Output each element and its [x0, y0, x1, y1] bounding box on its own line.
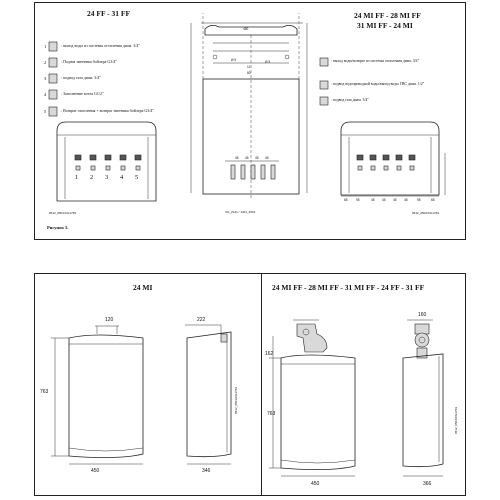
right-dim-4: 45 [382, 198, 386, 202]
boiler-port-label-5: 5 [135, 174, 139, 181]
right-boiler-front-view [341, 122, 445, 196]
center-dim-hole-2: Ø 5 [265, 60, 271, 64]
left-dim-top: 120 [105, 317, 114, 323]
legend-item-5: : Возврат отопления + возврат змеевика бойлера G3/4" [61, 108, 154, 113]
legend-num-2: 2 [44, 60, 47, 65]
bottom-right-title: 24 MI FF - 28 MI FF - 31 MI FF - 24 FF - 31 FF [272, 283, 425, 292]
bottom-right-code: 0512_0504/CG1769 [454, 406, 458, 434]
bottom-panel [34, 273, 466, 496]
boiler-port-label-1: 1 [75, 174, 79, 181]
left-dim-height: 763 [40, 389, 49, 395]
legend-num-5: 5 [44, 109, 47, 114]
left-dim-width: 450 [91, 468, 100, 474]
center-dim-pitch-3: 45 [255, 156, 259, 160]
legend-icons [49, 42, 57, 116]
left-boiler-front-view [57, 122, 156, 201]
boiler-port-label-2: 2 [90, 174, 94, 181]
right-legend-item-3: : подвод газа диам. 3/4" [331, 98, 369, 102]
center-dim-width: 450 [243, 27, 249, 31]
legend-item-1: : выход воды из системы отопления диам. 3/4" [61, 43, 140, 48]
center-dim-pitch-2: 45 [245, 156, 249, 160]
top-panel-drawing [35, 3, 467, 241]
right-dim-3: 45 [371, 198, 375, 202]
center-drawing-code: CG_2121 / 1401_2501 [225, 210, 256, 214]
boiler-port-label-4: 4 [120, 174, 124, 181]
bottom-left-title: 24 MI [133, 283, 153, 292]
center-dim-hole-1: Ø 5 [231, 58, 237, 62]
legend-item-4: : Заполнение котла G1/2" [61, 91, 104, 96]
right-dim-7: 95 [417, 198, 421, 202]
right-dim-8: 65 [431, 198, 435, 202]
center-dim-offset: 80 [247, 71, 251, 75]
right-dim-1: 65 [344, 198, 348, 202]
bottom-left-front-view [51, 326, 143, 464]
legend-item-2: : Подача змеевика бойлера G3/4" [61, 59, 117, 64]
right-dim-chimney: 162 [265, 351, 274, 357]
right-dim-depth: 366 [423, 481, 432, 487]
right-dim-6: 45 [404, 198, 408, 202]
bottom-right-side-view [403, 320, 443, 476]
top-panel [34, 2, 466, 240]
right-title-line1: 24 MI FF - 28 MI FF [354, 11, 421, 20]
port-icons [75, 155, 141, 170]
left-title: 24 FF - 31 FF [87, 9, 131, 18]
center-dim-pitch-4: 45 [265, 156, 269, 160]
bottom-right-front-view [269, 320, 355, 476]
left-dim-side-top: 222 [197, 317, 206, 323]
right-dim-width: 450 [311, 481, 320, 487]
legend-num-4: 4 [44, 92, 47, 97]
legend-num-1: 1 [44, 44, 47, 49]
right-title-line2: 31 MI FF - 24 MI [357, 21, 413, 30]
right-dim-height: 763 [267, 411, 276, 417]
center-connection-studs [231, 165, 275, 179]
legend-item-3: : подвод газа диам. 3/4" [61, 75, 101, 80]
legend-num-3: 3 [44, 76, 47, 81]
center-mounting-template [191, 13, 307, 198]
bottom-left-side-view [185, 325, 231, 464]
figure-caption: Рисунок 5. [47, 225, 69, 230]
right-legend-icons [320, 58, 328, 105]
center-dim-gap: 11 [247, 65, 251, 69]
boiler-port-label-3: 3 [105, 174, 109, 181]
right-dim-5: 45 [393, 198, 397, 202]
right-dim-2: 95 [356, 198, 360, 202]
left-dim-depth: 346 [202, 468, 211, 474]
bottom-panel-drawing [35, 274, 467, 497]
center-dim-pitch-1: 45 [235, 156, 239, 160]
bottom-left-code: 0512_0503/CG1769 [234, 386, 238, 414]
left-drawing-code: 0512_0501/CG1769 [49, 211, 77, 215]
right-legend-item-2: : подвод водопроводной воды/выход воды ГВС диам. 1/2" [331, 82, 425, 86]
right-port-icons [357, 155, 415, 170]
right-drawing-code: 0512_0502/CG1769 [412, 211, 440, 215]
right-dim-side-top: 160 [418, 312, 427, 318]
right-legend-item-1: : выход воды/возврат из системы отопления диам. 3/4" [331, 59, 420, 63]
